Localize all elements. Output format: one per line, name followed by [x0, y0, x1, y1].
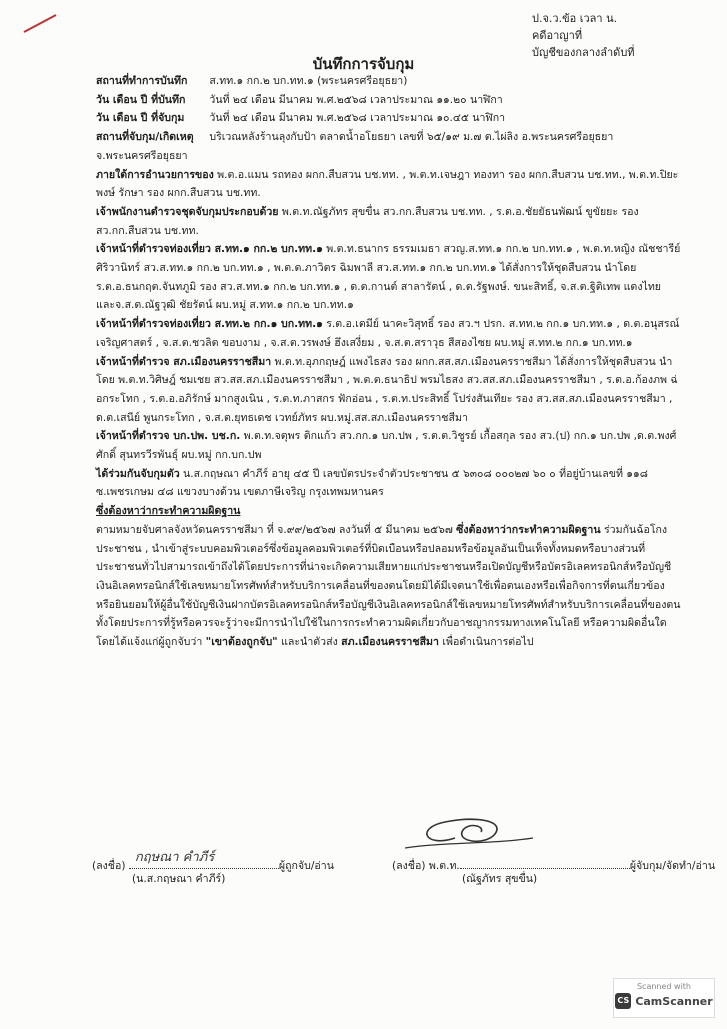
signature-dotted-line	[129, 850, 279, 869]
charge-bold: ซึ่งต้องหาว่ากระทำความผิดฐาน	[456, 523, 601, 536]
korat-police-label: เจ้าหน้าที่ตำรวจ	[96, 355, 174, 368]
korat-police-text: พ.ต.ท.อุภกฤษฎ์ แพงไธสง รอง ผกก.สส.สภ.เมืองนครราชสีมา ได้สั่งการให้ชุดสืบสวน นำโดย พ.ต.ท.วิศิษฎ์ ชมเชย สว.สส.สภ.เมืองนครราชสีมา , พ.ต.ต.ธนาธิป พรมไธสง สว.สส.สภ.เมืองนครราชสีมา , ร.ต.อ.ก้องภพ ฉ่อกระโทก , ร.ต.อ.อภิรักษ์ มากสูงเนิน , ร.ต.ท.ภาสกร ฟักอ่อน , ร.ต.ท.ประสิทธิ์ โปร่งสันเทียะ รอง สว.สส.สภ.เมืองนครราชสีมา , ด.ต.เสนีย์ พูนกระโทก , จ.ส.ต.ยุทธเดช เวทย์ภัทร ผบ.หมู่.สส.สภ.เมืองนครราชสีมา	[96, 355, 678, 424]
suspect-text: น.ส.กฤษณา คำภีร์ อายุ ๔๕ ปี เลขบัตรประจำตัวประชาชน ๕ ๖๓๐๘ ๐๐๐๒๗ ๖๐ ๐ ที่อยู่บ้านเลขที่ ๑๑๘ ซ.เพชรเกษม ๔๘ แขวงบางด้วน เขตภาษีเจริญ กรุงเทพมหานคร	[96, 467, 648, 499]
form-code-line: ป.จ.ว.ข้อ เวลา น.	[532, 12, 618, 25]
tech-police-label: เจ้าหน้าที่ตำรวจ บก.ปพ. บช.ก.	[96, 430, 241, 443]
arrest-team-label: เจ้าพนักงานตำรวจชุดจับกุมประกอบด้วย	[96, 205, 279, 218]
command-label: ภายใต้การอำนวยการของ	[96, 168, 214, 181]
officer-printed-name: (ณัฐภัทร สุขขื่น)	[462, 873, 538, 885]
sign-prefix: (ลงชื่อ)	[92, 860, 126, 872]
field-value: บริเวณหลังร้านลุงกับป้า ตลาดน้ำอโยธยา เลขที่ ๖๕/๑๙ ม.๗ ต.ไผ่ลิง อ.พระนครศรีอยุธยา	[209, 131, 614, 144]
suspect-label: ได้ร่วมกันจับกุมตัว	[96, 467, 180, 480]
arrest-team-text: พ.ต.ท.ณัฐภัทร สุขขื่น สว.กก.สืบสวน บช.ทท. , ร.ต.อ.ชัยยัธนพัฒน์ ขูขัยยะ รอง สว.กก.สืบสวน บช.ทท.	[96, 205, 639, 237]
tourist-police-2-label: เจ้าหน้าที่ตำรวจท่องเที่ยว ส.ทท.๒ กก.๑ บก.ทท.๑	[96, 318, 323, 331]
sign-prefix: (ลงชื่อ) พ.ต.ท.	[392, 860, 460, 872]
camscanner-watermark	[613, 978, 715, 1018]
camscanner-name: CamScanner	[635, 994, 713, 1008]
charge-tail-pre: และนำตัวส่ง	[277, 636, 342, 649]
tech-police-text: พ.ต.ท.จตุพร ติกแก้ว สว.กก.๑ บก.ปพ , ร.ต.ต.วิชูรย์ เกื้อสกุล รอง สว.(ป) กก.๑ บก.ปพ ,ด.ต.พงศ์ศักดิ์ สุนทรวีรพันธุ์ ผบ.หมู่ กก.บก.ปพ	[96, 430, 677, 462]
camscanner-logo-icon: CS	[615, 993, 631, 1009]
charge-tail-post: เพื่อดำเนินการต่อไป	[438, 636, 534, 649]
charge-quote: "เขาต้องถูกจับ"	[205, 636, 278, 649]
scanned-caption: Scanned with	[636, 982, 692, 991]
tourist-police-1-text: พ.ต.ท.ธนากร ธรรมเมธา สวญ.ส.ทท.๑ กก.๒ บก.ทท.๑ , พ.ต.ท.หญิง ณัชชารีย์ ศิริวานิทร์ สว.ส.ทท.๑ กก.๒ บก.ทท.๑ , พ.ต.ต.ภาวิตร ฉิมพาลี สว.ส.ทท.๑ กก.๒ บก.ทท.๑ ได้สั่งการให้ชุดสืบสวน นำโดย ร.ต.อ.ธนกฤต.จันทภูมิ รอง สว.ส.ทท.๑ กก.๒ บก.ทท.๑ , ด.ต.กานต์ สาลารัตน์ , ด.ต.รัฐพงษ์. ขนะสิทธิ์, จ.ส.ต.ฐิติเทพ แตงไทย และจ.ส.ต.ณัฐวุฒิ ชัยรัตน์ ผบ.หมู่ ส.ทท.๑ กก.๒ บก.ทท.๑	[96, 243, 681, 312]
suspect-paragraph	[96, 465, 682, 502]
suspect-handwritten-signature: กฤษณา คำภีร์	[134, 850, 215, 865]
korat-station-label: สภ.เมืองนครราชสีมา	[173, 355, 272, 368]
command-paragraph	[96, 166, 682, 203]
tech-police-paragraph	[96, 427, 682, 464]
field-value: ส.ทท.๑ กก.๒ บก.ทท.๑ (พระนครศรีอยุธยา)	[209, 75, 408, 87]
charge-paragraph	[96, 521, 682, 652]
charge-heading: ซึ่งต้องหาว่ากระทำความผิดฐาน	[96, 505, 241, 518]
officer-signature-line	[392, 856, 715, 874]
signature-block	[92, 838, 716, 898]
field-label: สถานที่จับกุม/เกิดเหตุ	[96, 131, 194, 144]
corner-pen-mark	[22, 12, 58, 34]
arrest-team-paragraph	[96, 203, 682, 240]
tourist-police-2-paragraph	[96, 315, 682, 352]
evidence-list-line: บัญชีของกลางลำดับที่	[532, 46, 635, 59]
tourist-police-2-text: ร.ต.อ.เตมีย์ นาคะวิสุทธิ์ รอง สว.ฯ ปรก. ส.ทท.๒ กก.๑ บก.ทท.๑ , ด.ต.อนุสรณ์ เจริญศาสตร์ , จ.ส.ต.ชวลิต ขอบงาม , จ.ส.ต.วรพงษ์ ฮึงเสงี่ยม , จ.ส.ต.สราวุธ สีสองไซย ผบ.หมู่ ส.ทท.๒ กก.๑ บก.ทท.๑	[96, 318, 680, 349]
suspect-printed-name: (น.ส.กฤษณา คำภีร์)	[132, 873, 226, 885]
field-record-date	[96, 91, 682, 110]
charge-text: ร่วมกันฉ้อโกงประชาชน , นำเข้าสู่ระบบคอมพิวเตอร์ซึ่งข้อมูลคอมพิวเตอร์ที่บิดเบือนหรือปลอมหรือข้อมูลอันเป็นเท็จทั้งหมดหรือบางส่วนที่ประชาชนทั่วไปสามารถเข้าถึงได้โดยประการที่น่าจะเกิดความเสียหายแก่ประชาชนหรือเปิดบัญชีหรือบัตรอิเลคทรอนิกส์หรือบัญชีเงินอิเลคทรอนิกส์ใช้เลขหมายโทรศัพท์สำหรับบริการเคลื่อนที่ของตนโดยมิได้มีเจตนาใช้เพื่อตนเองหรือเพื่อกิจการที่ตนเกี่ยวข้องหรือยินยอมให้ผู้อื่นใช้บัญชีเงินฝากบัตรอิเลคทรอนิกส์หรือบัญชีเงินอิเลคทรอนิกส์ใช้เลขหมายโทรศัพท์สำหรับบริการเคลื่อนที่ของตนทั้งโดยประการที่รู้หรือควรจะรู้ว่าจะมีการนำไปใช้ในการกระทำความผิดเกี่ยวกับอาชญากรรมทางเทคโนโลยี หรือความผิดอื่นใด โดยได้แจ้งแก่ผู้ถูกจับว่า	[96, 523, 681, 649]
command-text: พ.ต.อ.แมน รถทอง ผกก.สืบสวน บช.ทท. , พ.ต.ท.เจษฎา ทองทา รอง ผกก.สืบสวน บช.ทท., พ.ต.ท.ปิยะพงษ์ รักษา รอง ผกก.สืบสวน บช.ทท.	[96, 168, 679, 200]
korat-police-paragraph	[96, 353, 682, 428]
field-label: สถานที่ทำการบันทึก	[96, 75, 188, 87]
field-arrest-date	[96, 109, 682, 128]
field-value: วันที่ ๒๔ เดือน มีนาคม พ.ศ.๒๕๖๘ เวลาประมาณ ๑๑.๒๐ นาฬิกา	[209, 93, 503, 106]
field-label: วัน เดือน ปี ที่จับกุม	[96, 112, 185, 125]
tourist-police-1-label: เจ้าหน้าที่ตำรวจท่องเที่ยว ส.ทท.๑ กก.๒ บก.ทท.๑	[96, 243, 323, 256]
camscanner-brand	[614, 993, 714, 1009]
field-arrest-place	[96, 128, 682, 147]
document-body	[96, 72, 682, 652]
warrant-text: ตามหมายจับศาลจังหวัดนครราชสีมา ที่ จ.๙๙/๒๕๖๗ ลงวันที่ ๕ มีนาคม ๒๕๖๗	[96, 523, 457, 536]
document-title: บันทึกการจับกุม	[312, 55, 415, 73]
suspect-role: ผู้ถูกจับ/อ่าน	[278, 860, 334, 872]
officer-role: ผู้จับกุม/จัดทำ/อ่าน	[629, 860, 716, 872]
signature-dotted-line	[460, 856, 630, 869]
tourist-police-1-paragraph	[96, 240, 682, 315]
case-number-line: คดีอาญาที่	[532, 29, 583, 42]
location-continued: จ.พระนครศรีอยุธยา	[96, 149, 188, 162]
field-record-place	[96, 72, 682, 91]
field-label: วัน เดือน ปี ที่บันทึก	[96, 93, 186, 106]
charge-tail-station: สภ.เมืองนครราชสีมา	[341, 636, 439, 649]
field-value: วันที่ ๒๔ เดือน มีนาคม พ.ศ.๒๕๖๘ เวลาประมาณ ๑๐.๔๕ นาฬิกา	[209, 112, 506, 125]
